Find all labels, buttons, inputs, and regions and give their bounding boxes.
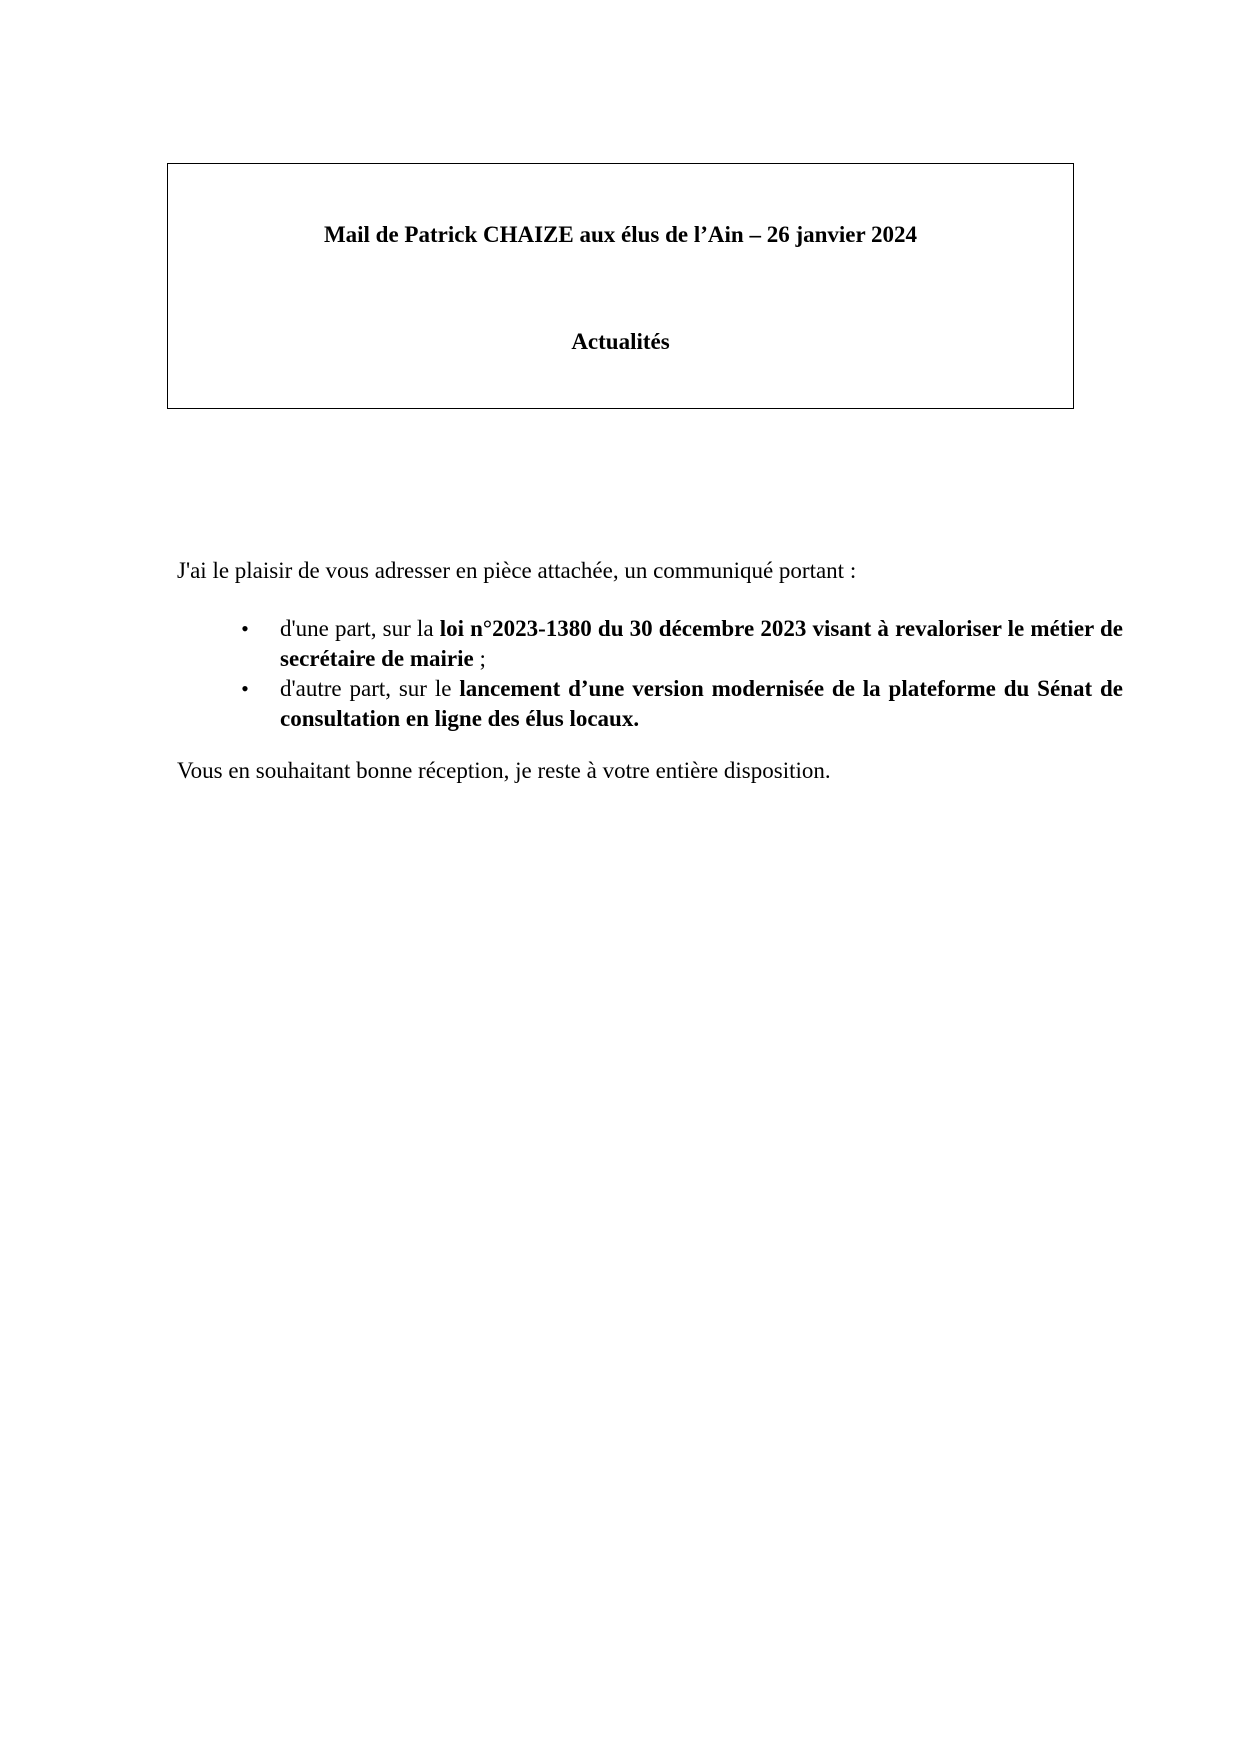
bullet-icon: • — [241, 676, 249, 701]
document-subtitle: Actualités — [571, 329, 670, 354]
bullet-suffix: ; — [473, 646, 486, 671]
bullet-item-plateforme — [241, 674, 1123, 734]
title-box — [167, 163, 1074, 409]
bullet-prefix: d'autre part, sur le — [280, 676, 460, 701]
bullet-icon: • — [241, 616, 249, 641]
intro-paragraph: J'ai le plaisir de vous adresser en pièce attachée, un communiqué portant : — [177, 558, 857, 583]
bullet-bold-text: loi n°2023-1380 du 30 décembre 2023 visant à revaloriser le métier de secrétaire de mairie — [280, 616, 1123, 671]
document-title: Mail de Patrick CHAIZE aux élus de l’Ain – 26 janvier 2024 — [323, 222, 918, 247]
bullet-prefix: d'une part, sur la — [280, 616, 440, 641]
bullet-item-loi — [241, 614, 1123, 674]
closing-paragraph: Vous en souhaitant bonne réception, je reste à votre entière disposition. — [177, 758, 831, 783]
bullet-bold-text: lancement d’une version modernisée de la plateforme du Sénat de consultation en ligne des élus locaux. — [280, 676, 1123, 731]
